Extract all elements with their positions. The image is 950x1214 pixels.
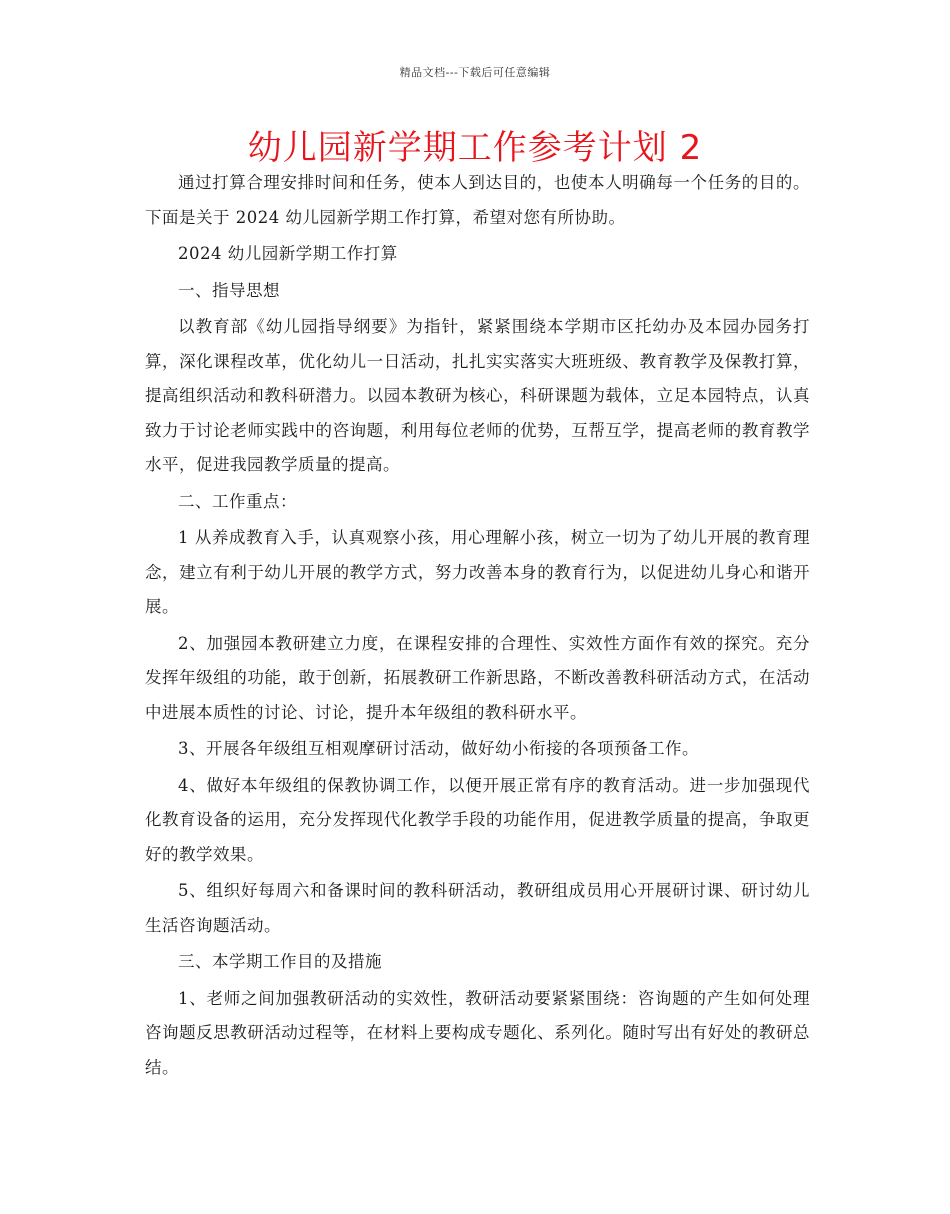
paragraph-focus-1: 1 从养成教育入手，认真观察小孩，用心理解小孩，树立一切为了幼儿开展的教育理念，建立有利于幼儿开展的教学方式，努力改善本身的教育行为，以促进幼儿身心和谐开展。 — [145, 528, 810, 616]
section-heading-2: 二、工作重点： — [178, 491, 297, 511]
paragraph-focus-5: 5、组织好每周六和备课时间的教科研活动，教研组成员用心开展研讨课、研讨幼儿生活咨询题活动。 — [145, 881, 810, 935]
paragraph-focus-4: 4、做好本年级组的保教协调工作，以便开展正常有序的教育活动。进一步加强现代化教育设备的运用，充分发挥现代化教学手段的功能作用，促进教学质量的提高，争取更好的教学效果。 — [145, 775, 810, 864]
document-body — [145, 166, 810, 1087]
section-heading-1: 一、指导思想 — [178, 280, 280, 300]
paragraph-focus-2: 2、加强园本教研建立力度，在课程安排的合理性、实效性方面作有效的探究。充分发挥年级组的功能，敢于创新，拓展教研工作新思路，不断改善教科研活动方式，在活动中进展本质性的讨论、讨论，提升本年级组的教科研水平。 — [145, 633, 810, 722]
paragraph-intro: 通过打算合理安排时间和任务，使本人到达目的，也使本人明确每一个任务的目的。下面是关于 2024 幼儿园新学期工作打算，希望对您有所协助。 — [145, 173, 810, 227]
paragraph-focus-3: 3、开展各年级组互相观摩研讨活动，做好幼小衔接的各项预备工作。 — [178, 739, 699, 758]
paragraph-guiding-thought: 以教育部《幼儿园指导纲要》为指针，紧紧围绕本学期市区托幼办及本园办园务打算，深化课程改革，优化幼儿一日活动，扎扎实实落实大班班级、教育教学及保教打算，提高组织活动和教科研潜力。以园本教研为核心，科研课题为载体，立足本园特点，认真致力于讨论老师实践中的咨询题，利用每位老师的优势，互帮互学，提高老师的教育教学水平，促进我园教学质量的提高。 — [145, 317, 810, 474]
paragraph-subtitle: 2024 幼儿园新学期工作打算 — [178, 244, 398, 263]
header-note: 精品文档---下载后可任意编辑 — [399, 66, 551, 79]
paragraph-goal-1: 1、老师之间加强教研活动的实效性，教研活动要紧紧围绕：咨询题的产生如何处理咨询题反思教研活动过程等，在材料上要构成专题化、系列化。随时写出有好处的教研总结。 — [145, 988, 810, 1077]
section-heading-3: 三、本学期工作目的及措施 — [178, 952, 382, 971]
document-title: 幼儿园新学期工作参考计划 2 — [247, 128, 703, 168]
